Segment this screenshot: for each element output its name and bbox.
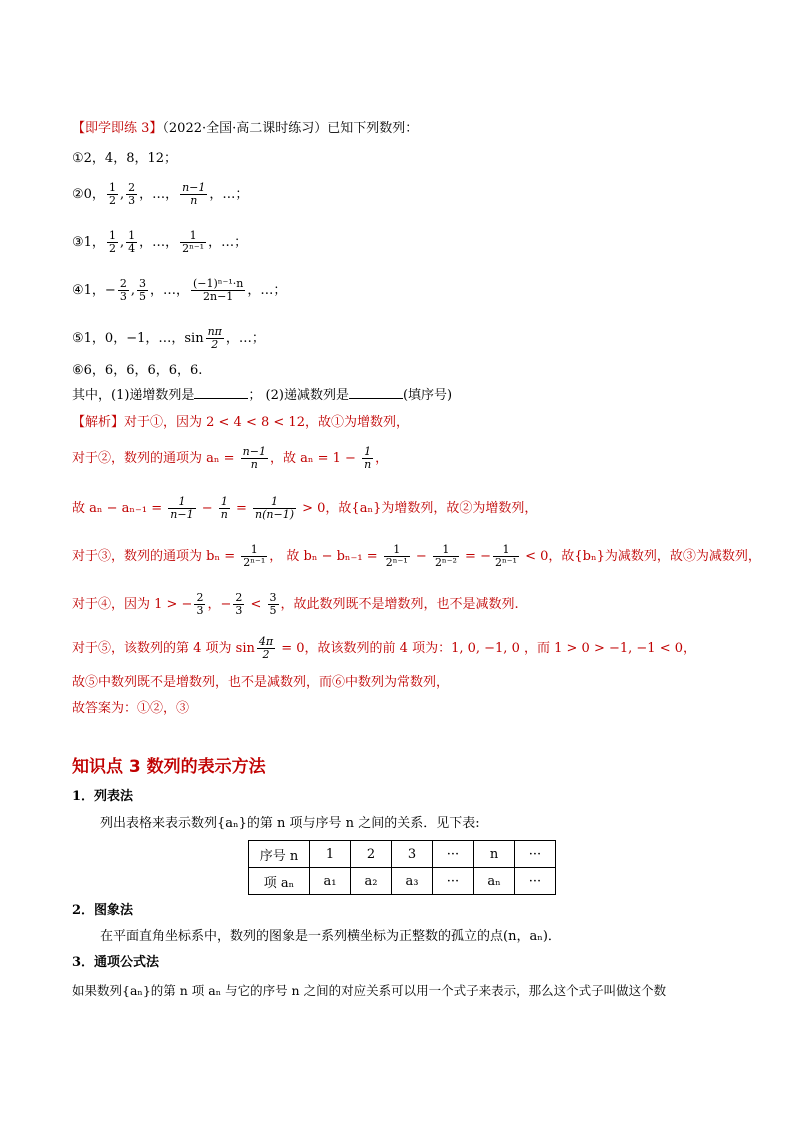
- table-cell: a₁: [310, 868, 351, 895]
- table-cell: 序号 n: [249, 841, 310, 868]
- numerator: 1: [253, 496, 296, 509]
- fraction: [219, 496, 230, 521]
- text: ，故 aₙ = 1 −: [269, 451, 361, 466]
- sequence-item-3: ③1， $\frac{1}{2}$ , $\frac{1}{4}$ ，…， $\frac{1}{\text{2ⁿ⁻¹}}$ ，…；: [72, 229, 248, 255]
- fraction: [126, 230, 137, 255]
- text: −: [411, 549, 431, 564]
- text: 对于⑤，该数列的第 4 项为 sin: [72, 641, 255, 656]
- fraction: [191, 278, 245, 303]
- fraction: [118, 278, 129, 303]
- numerator: 1: [168, 496, 195, 509]
- fraction: [107, 230, 118, 255]
- numerator: 1: [362, 446, 373, 459]
- text: 对于②，数列的通项为 aₙ =: [72, 451, 239, 466]
- text: ，−: [207, 597, 232, 612]
- fraction: [168, 496, 195, 521]
- solution-line-7: 故⑤中数列既不是增数列，也不是减数列，而⑥中数列为常数列，: [72, 675, 450, 690]
- solution-line-1: 【解析】对于①，因为 2 < 4 < 8 < 12，故①为增数列，: [72, 415, 409, 430]
- denominator: 2: [108, 242, 116, 255]
- fraction: [107, 182, 118, 207]
- text: 对于④，因为 1 > −: [72, 597, 193, 612]
- item2-mid: ，…，: [139, 187, 179, 202]
- fraction: [180, 230, 206, 255]
- sequence-item-4: ④1，− $\frac{2}{3}$ , $\frac{3}{5}$ ，…， $\frac{\text{(−1)ⁿ⁻¹·n}}{2n-1}$ ，…；: [72, 277, 287, 303]
- text: > 0，故{aₙ}为增数列，故②为增数列，: [298, 501, 538, 516]
- answer-blank-1[interactable]: [194, 386, 248, 399]
- text: ，: [375, 451, 389, 466]
- heading-formula-method: 3．通项公式法: [72, 955, 160, 970]
- solution-line-4: [72, 544, 761, 569]
- fraction: [194, 592, 205, 617]
- item4-tail: ，…；: [247, 283, 287, 298]
- numerator: n−1: [242, 445, 266, 458]
- sequence-item-6: ⑥6，6，6，6，6，6.: [72, 363, 203, 378]
- fraction: [137, 278, 148, 303]
- numerator: 3: [138, 277, 146, 290]
- denominator: 2n−1: [203, 290, 234, 303]
- question-part-2: ； (2)递减数列是: [248, 388, 349, 403]
- item4-mid: ，…，: [149, 283, 189, 298]
- exercise-source: （2022·全国·高二课时练习）: [162, 121, 328, 136]
- table-cell: n: [474, 841, 515, 868]
- table-cell: a₃: [392, 868, 433, 895]
- exercise-prompt: 已知下列数列：: [327, 121, 419, 136]
- solution-line-3: [72, 496, 537, 521]
- numerator: 1: [384, 544, 410, 557]
- item5-tail: ，…；: [225, 331, 265, 346]
- fraction: [241, 544, 267, 569]
- numerator: 1: [128, 229, 136, 242]
- fraction: [433, 544, 459, 569]
- denominator: n: [220, 508, 228, 521]
- table-cell: 2: [351, 841, 392, 868]
- numerator: 2: [235, 591, 243, 604]
- text: 对于③，数列的通项为 bₙ =: [72, 549, 240, 564]
- denominator: n(n−1): [255, 508, 294, 521]
- heading-graph-method: 2．图象法: [72, 903, 134, 918]
- exercise-header: [72, 120, 418, 138]
- numerator: 1: [108, 181, 116, 194]
- table-cell: 项 aₙ: [249, 868, 310, 895]
- heading-list-method: 1．列表法: [72, 789, 134, 804]
- item2-tail: ，…；: [209, 187, 249, 202]
- denominator: n−1: [170, 508, 194, 521]
- numerator: 1: [433, 544, 459, 557]
- numerator: 1: [219, 496, 230, 509]
- denominator: 5: [269, 604, 277, 617]
- text: = −: [460, 549, 491, 564]
- question-line: [72, 386, 452, 405]
- sequence-table: [248, 840, 556, 895]
- table-cell: aₙ: [474, 868, 515, 895]
- denominator: 2ⁿ⁻¹: [182, 242, 205, 255]
- numerator: 1: [241, 544, 267, 557]
- fraction: [180, 182, 207, 207]
- paragraph-list-method: 列出表格来表示数列{aₙ}的第 n 项与序号 n 之间的关系．见下表:: [100, 816, 480, 831]
- denominator: 3: [128, 194, 136, 207]
- item2-head: ②0，: [72, 187, 105, 202]
- exercise-tag: 【即学即练 3】: [72, 121, 163, 136]
- item3-tail: ，…；: [208, 235, 248, 250]
- numerator: 1: [493, 544, 519, 557]
- item3-head: ③1，: [72, 235, 105, 250]
- sequence-item-1: ①2，4，8，12；: [72, 151, 178, 166]
- table-cell: 3: [392, 841, 433, 868]
- numerator: (−1)ⁿ⁻¹·n: [192, 277, 244, 290]
- sequence-item-5: [72, 326, 265, 351]
- table-row: [249, 868, 556, 895]
- solution-line-2: [72, 446, 388, 471]
- text: = 0，故该数列的前 4 项为：1, 0, −1, 0 ，而 1 > 0 > −1, −1 < 0，: [277, 641, 696, 656]
- table-row: [249, 841, 556, 868]
- text: =: [231, 501, 252, 516]
- denominator: 3: [235, 604, 243, 617]
- table-cell: ···: [433, 868, 474, 895]
- denominator: n: [250, 458, 258, 471]
- denominator: 4: [128, 242, 136, 255]
- denominator: 5: [138, 290, 146, 303]
- fraction: [126, 182, 137, 207]
- numerator: nπ: [207, 325, 222, 338]
- denominator: n: [190, 194, 198, 207]
- table-cell: ···: [515, 868, 556, 895]
- section-title: 知识点 3 数列的表示方法: [72, 757, 266, 777]
- denominator: 3: [196, 604, 204, 617]
- denominator: n: [364, 458, 372, 471]
- fraction: [241, 446, 268, 471]
- fraction: [253, 496, 296, 521]
- text: −: [197, 501, 217, 516]
- text: ， 故 bₙ − bₙ₋₁ =: [269, 549, 382, 564]
- table-cell: 1: [310, 841, 351, 868]
- numerator: 3: [269, 591, 277, 604]
- text: < 0，故{bₙ}为减数列，故③为减数列，: [520, 549, 761, 564]
- fraction: [493, 544, 519, 569]
- fraction: [384, 544, 410, 569]
- numerator: 2: [196, 591, 204, 604]
- fraction: [362, 446, 373, 471]
- item3-mid: ，…，: [139, 235, 179, 250]
- question-part-3: (填序号): [402, 388, 453, 403]
- solution-line-5: [72, 592, 519, 617]
- item5-head: ⑤1，0，−1，…，sin: [72, 331, 204, 346]
- numerator: 1: [180, 230, 206, 243]
- denominator: 2ⁿ⁻¹: [243, 556, 266, 569]
- denominator: 2ⁿ⁻²: [434, 556, 457, 569]
- denominator: 2: [262, 648, 270, 661]
- solution-answer: 故答案为：①②，③: [72, 701, 190, 716]
- sequence-item-2: ②0， $\frac{1}{2}$ , $\frac{2}{3}$ ，…， $\frac{n-1}{n}$ ，…；: [72, 181, 249, 207]
- numerator: 1: [108, 229, 116, 242]
- numerator: 2: [128, 181, 136, 194]
- numerator: 2: [119, 277, 127, 290]
- denominator: 2: [211, 338, 219, 351]
- numerator: n−1: [182, 181, 206, 194]
- text: 故 aₙ − aₙ₋₁ =: [72, 501, 167, 516]
- text: <: [246, 597, 266, 612]
- paragraph-formula-method: 如果数列{aₙ}的第 n 项 aₙ 与它的序号 n 之间的对应关系可以用一个式子来表示，那么这个式子叫做这个数: [72, 983, 667, 998]
- table-cell: a₂: [351, 868, 392, 895]
- question-part-1: 其中，(1)递增数列是: [72, 388, 195, 403]
- fraction: [206, 326, 224, 351]
- paragraph-graph-method: 在平面直角坐标系中，数列的图象是一系列横坐标为正整数的孤立的点(n，aₙ)．: [100, 929, 561, 944]
- denominator: 3: [119, 290, 127, 303]
- denominator: 2ⁿ⁻¹: [494, 556, 517, 569]
- fraction: [233, 592, 244, 617]
- solution-line-6: [72, 636, 696, 661]
- numerator: 4π: [258, 635, 274, 648]
- answer-blank-2[interactable]: [349, 386, 403, 399]
- text: ，故此数列既不是增数列，也不是减数列.: [280, 597, 519, 612]
- denominator: 2: [108, 194, 116, 207]
- item4-head: ④1，−: [72, 283, 116, 298]
- fraction: [257, 636, 275, 661]
- fraction: [268, 592, 279, 617]
- table-cell: ···: [515, 841, 556, 868]
- table-cell: ···: [433, 841, 474, 868]
- denominator: 2ⁿ⁻¹: [385, 556, 408, 569]
